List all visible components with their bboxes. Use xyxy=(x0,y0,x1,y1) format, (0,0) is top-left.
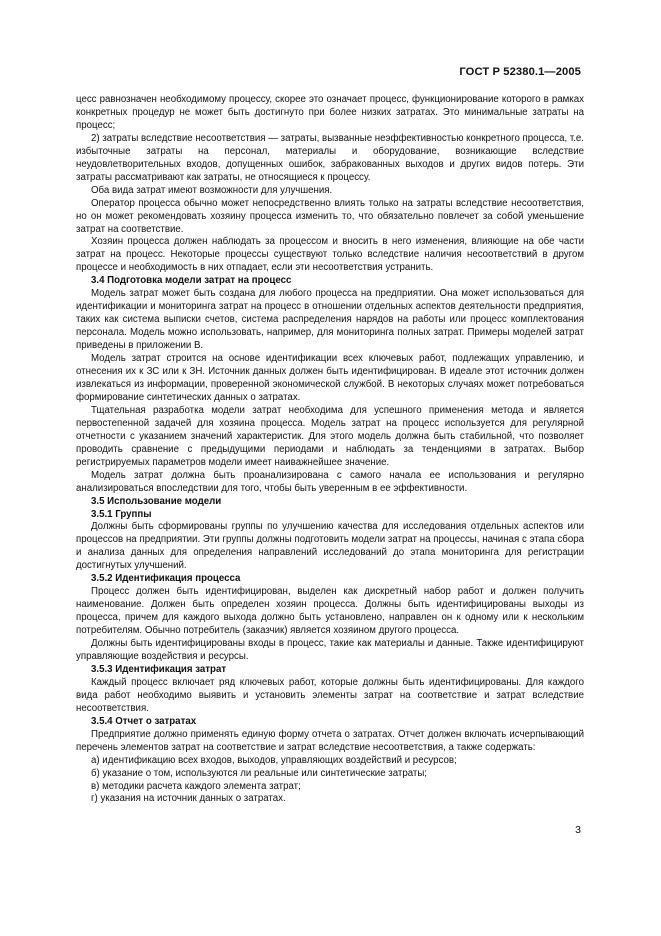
paragraph: 2) затраты вследствие несоответствия — затраты, вызванные неэффективностью конкретного процесса, т.е. избыточные затраты на персонал, материалы и оборудование, возникающие вследствие неудовлетворительных входов, допущенных ошибок, забракованных выходов и других видов потерь. Эти затраты рассматривают как затраты, не относящиеся к процессу. xyxy=(76,132,584,183)
section-heading-3-5-2: 3.5.2 Идентификация процесса xyxy=(91,573,241,585)
section-heading-3-5-3: 3.5.3 Идентификация затрат xyxy=(91,663,227,675)
list-item: а) идентификацию всех входов, выходов, управляющих воздействий и ресурсов; xyxy=(91,754,457,766)
list-item: б) указание о том, используются ли реальные или синтетические затраты; xyxy=(91,767,428,779)
page-content xyxy=(76,94,584,806)
section-heading-3-5: 3.5 Использование модели xyxy=(91,495,222,507)
paragraph: Модель затрат строится на основе идентификации всех ключевых работ, подлежащих управлению, и отнесения их к ЗС или к ЗН. Источник данных должен быть идентифицирован. В идеале этот источник должен извлекаться из информации, проверенной экономической службой. В некоторых случаях может потребоваться формирование синтетических данных о затратах. xyxy=(76,353,584,403)
document-header: ГОСТ Р 52380.1—2005 xyxy=(459,66,581,78)
paragraph: Хозяин процесса должен наблюдать за процессом и вносить в него изменения, влияющие на обе части затрат на процесс. Некоторые процессы существуют только вследствие наличия несоответствий в другом процессе и необходимость в них отпадает, если эти несоответствия устранить. xyxy=(76,236,584,274)
paragraph: Модель затрат должна быть проанализирована с самого начала ее использования и регулярно анализироваться впоследствии для того, чтобы быть уверенным в ее эффективности. xyxy=(76,469,584,494)
section-heading-3-4: 3.4 Подготовка модели затрат на процесс xyxy=(91,275,292,287)
paragraph: Процесс должен быть идентифицирован, выделен как дискретный набор работ и должен получить наименование. Должен быть определен хозяин процесса. Должны быть идентифицированы выходы из процесса, причем для каждого выхода должно быть установлено, направлен он к одному или к нескольким потребителям. Обычно потребитель (заказчик) является хозяином другого процесса. xyxy=(76,586,584,637)
paragraph: Оператор процесса обычно может непосредственно влиять только на затраты вследствие несоответствия, но он может рекомендовать хозяину процесса изменить то, что обязательно повлечет за собой уменьшение затрат на соответствие. xyxy=(76,197,584,235)
paragraph: Должны быть сформированы группы по улучшению качества для исследования отдельных аспектов или процессов на предприятии. Эти группы должны подготовить модели затрат на процессы, начиная с этапа сбора и анализа данных для определения направлений исследований до этапа мониторинга для регистрации достигнутых улучшений. xyxy=(76,521,584,572)
paragraph: цесс равнозначен необходимому процессу, скорее это означает процесс, функционирование которого в рамках конкретных процедур не может быть достигнуто при более низких затратах. Это минимальные затраты на процесс; xyxy=(76,94,584,131)
paragraph: Модель затрат может быть создана для любого процесса на предприятии. Она может использоваться для идентификации и мониторинга затрат на процесс в отношении отдельных аспектов деятельности предприятия, таких как система выписки счетов, система распределения нарядов на работы или процесс комплектования персонала. Модель можно использовать, например, для мониторинга полных затрат. Примеры моделей затрат приведены в приложении В. xyxy=(76,288,584,352)
paragraph: Тщательная разработка модели затрат необходима для успешного применения метода и является первостепенной задачей для хозяина процесса. Модель затрат на процесс используется для регулярной отчетности с указанием значений характеристик. Для этого модель должна быть стабильной, что позволяет проводить сравнение с предыдущими периодами и наблюдать за тенденциями в затратах. Выбор регистрируемых параметров модели имеет наиважнейшее значение. xyxy=(76,404,584,468)
paragraph: Предприятие должно применять единую форму отчета о затратах. Отчет должен включать исчерпывающий перечень элементов затрат на соответствие и затрат вследствие несоответствия, а также содержать: xyxy=(76,728,584,753)
paragraph: Каждый процесс включает ряд ключевых работ, которые должны быть идентифицированы. Для каждого вида работ необходимо выявить и установить элементы затрат на соответствие и затрат вследствие несоответствия. xyxy=(76,676,584,714)
section-heading-3-5-4: 3.5.4 Отчет о затратах xyxy=(91,715,197,727)
list-item: в) методики расчета каждого элемента затрат; xyxy=(91,780,301,792)
section-heading-3-5-1: 3.5.1 Группы xyxy=(91,508,152,520)
paragraph: Должны быть идентифицированы входы в процесс, такие как материалы и данные. Также идентифицируют управляющие воздействия и ресурсы. xyxy=(76,638,584,662)
page-number: 3 xyxy=(575,824,581,836)
paragraph: Оба вида затрат имеют возможности для улучшения. xyxy=(91,184,333,196)
list-item: г) указания на источник данных о затратах. xyxy=(91,793,286,805)
